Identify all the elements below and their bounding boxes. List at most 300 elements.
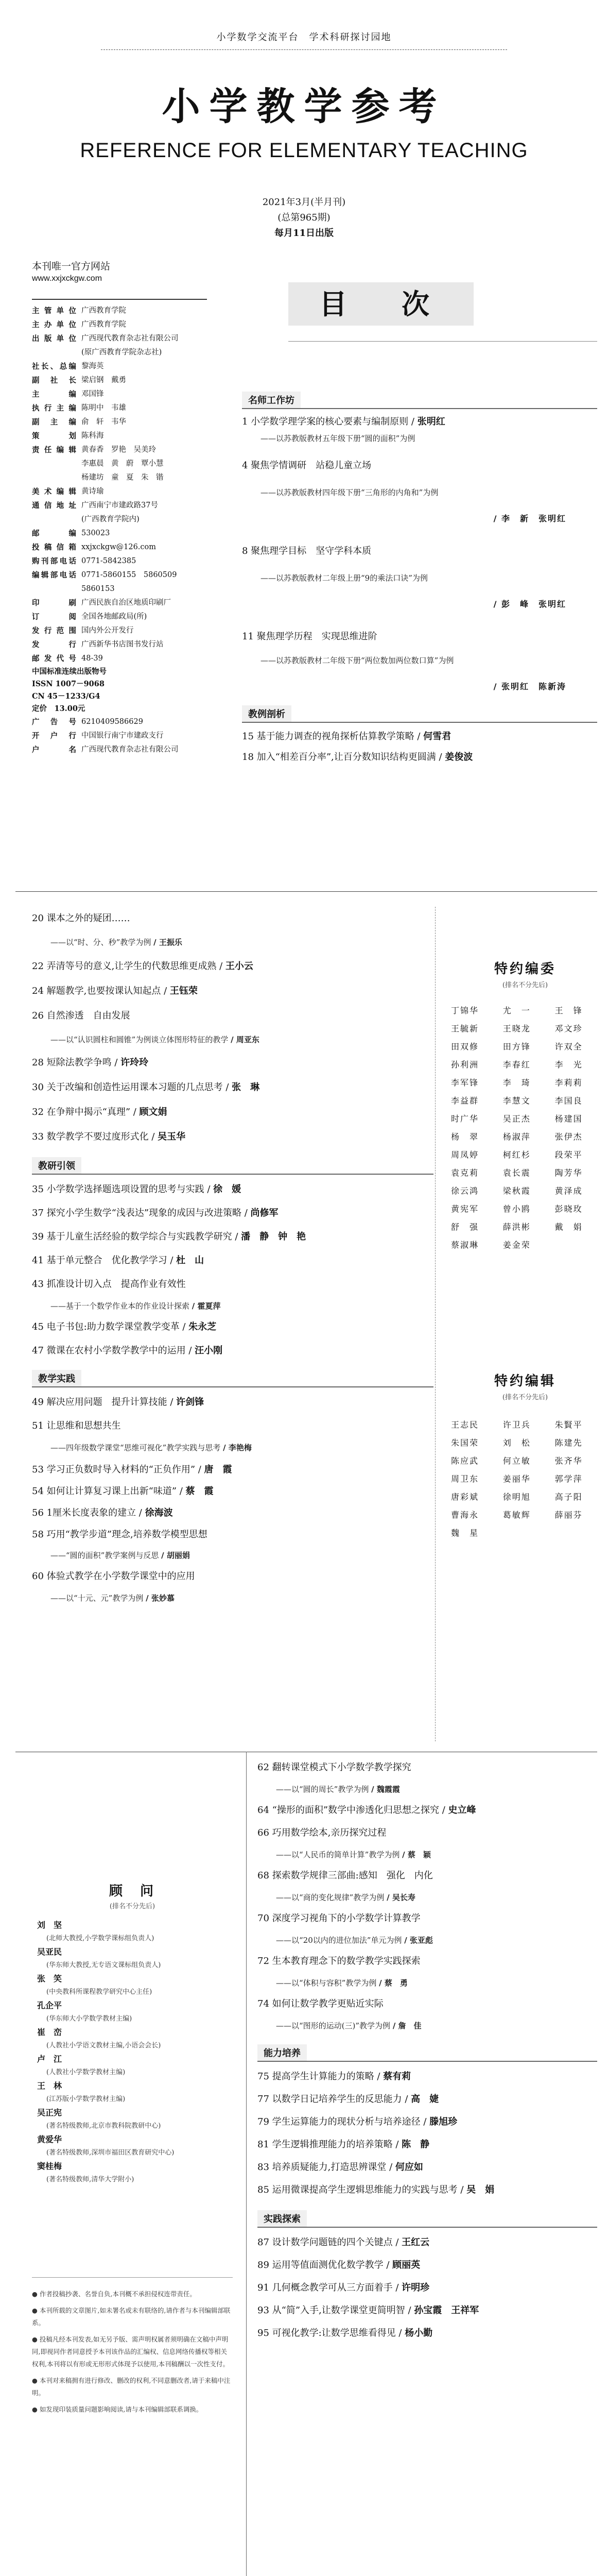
masthead-row — [32, 443, 207, 457]
member-name: 葛敏辉 — [502, 1510, 531, 1520]
advisor-desc: (著名特级教师,清华大学附小) — [46, 2176, 134, 2183]
masthead-row — [32, 638, 207, 652]
masthead-row — [32, 554, 207, 568]
toc-item[interactable]: 18 加入“相差百分率”,让百分数知识结构更圆满 / 姜俊波 — [242, 752, 473, 762]
masthead-row — [32, 415, 207, 429]
toc-item[interactable]: 77 以数学日记培养学生的反思能力 / 高 婕 — [257, 2094, 439, 2105]
masthead-value: 530023 — [81, 529, 110, 537]
member-name: 尤 一 — [502, 1006, 531, 1015]
name-row — [451, 1092, 599, 1110]
member-name: 朱賢平 — [554, 1420, 583, 1430]
masthead-key: 印刷 — [32, 599, 76, 607]
masthead-row — [32, 513, 207, 527]
section-nengli: 能力培养 — [257, 2044, 307, 2062]
masthead-plain-line: 定价 13.00元 — [32, 704, 85, 713]
toc-authors: / 彭 峰 张明红 — [493, 599, 566, 609]
name-row — [451, 1056, 599, 1074]
advisors-block — [32, 1880, 233, 2187]
member-name: 陈建先 — [554, 1438, 583, 1448]
advisor-name: 吴亚民 — [37, 1947, 62, 1957]
advisor-name: 崔 峦 — [37, 2027, 62, 2037]
section-shijian2: 实践探索 — [257, 2210, 307, 2228]
toc-item[interactable]: 33 数学教学不要过度形式化 / 吴玉华 — [32, 1131, 186, 1142]
member-name: 薛洪彬 — [502, 1222, 531, 1232]
masthead-key — [32, 471, 76, 485]
toc-item[interactable]: 75 提高学生计算能力的策略 / 蔡有莉 — [257, 2071, 411, 2082]
toc-item[interactable]: 54 如何让计算复习课上出新“味道” / 蔡 霞 — [32, 1486, 214, 1497]
masthead-value: 梁启钢 戴勇 — [81, 376, 126, 384]
board-note: (排名不分先后) — [502, 981, 548, 989]
masthead-value: 广西现代教育杂志社有限公司 — [81, 745, 179, 754]
masthead-row — [32, 304, 207, 318]
masthead-key: 主编 — [32, 390, 76, 399]
notes-block — [32, 2277, 233, 2420]
toc-subtitle: ——以“圆的周长”教学为例 / 魏霞霞 — [276, 1785, 400, 1794]
masthead-value: 0771-5842385 — [81, 557, 136, 565]
masthead-value: 48-39 — [81, 654, 103, 663]
member-name: 王志民 — [451, 1420, 479, 1430]
member-name: 陈应武 — [451, 1456, 479, 1466]
advisor-desc: (北师大教授,小学数学课标组负责人) — [46, 1935, 154, 1942]
name-row — [451, 1488, 599, 1506]
member-name: 吴正杰 — [502, 1114, 531, 1124]
member-name: 李莉莉 — [554, 1078, 583, 1088]
toc-subtitle: ——以“时、分、秒”教学为例 / 王振乐 — [50, 938, 182, 947]
masthead-value: 俞 轩 韦华 — [81, 418, 126, 426]
member-name: 陶芳华 — [554, 1168, 583, 1178]
toc-item[interactable]: 47 微课在农村小学数学教学中的运用 / 汪小刚 — [32, 1345, 223, 1356]
masthead-key: 出版单位 — [32, 334, 76, 343]
masthead-key: 广告号 — [32, 718, 76, 726]
toc-item[interactable]: 56 1厘米长度表象的建立 / 徐海波 — [32, 1507, 173, 1518]
name-row — [451, 1434, 599, 1452]
toc-item[interactable]: 60 体验式教学在小学数学课堂中的应用 — [32, 1571, 195, 1582]
toc-item[interactable]: 89 运用等值面测优化数学教学 / 顾丽英 — [257, 2260, 421, 2270]
board-members — [448, 1002, 602, 1254]
masthead-row — [32, 401, 207, 415]
masthead-key: 主办单位 — [32, 320, 76, 329]
member-name: 李春红 — [502, 1060, 531, 1070]
masthead-value: 广西教育学院 — [81, 320, 126, 329]
name-row — [451, 1506, 599, 1524]
member-name: 郭学萍 — [554, 1474, 583, 1484]
masthead-row — [32, 715, 207, 729]
name-row — [451, 1146, 599, 1164]
advisor-name: 吴正宪 — [37, 2108, 62, 2117]
masthead — [32, 299, 207, 757]
editors-note: (排名不分先后) — [502, 1394, 548, 1401]
advisor-name: 刘 坚 — [37, 1920, 62, 1930]
toc-item[interactable]: 37 探究小学生数学“浅表达”现象的成因与改进策略 / 尚修军 — [32, 1208, 279, 1218]
toc-subtitle: ——以“认识圆柱和圆锥”为例谈立体图形特征的教学 / 周亚东 — [50, 1035, 259, 1044]
masthead-row — [32, 729, 207, 743]
member-name: 戴 娟 — [554, 1222, 583, 1232]
toc-item[interactable]: 39 基于儿童生活经验的数学综合与实践教学研究 / 潘 静 钟 艳 — [32, 1231, 306, 1242]
advisor-name: 黄爱华 — [37, 2134, 62, 2144]
column-divider — [435, 907, 436, 1741]
masthead-value: 5860153 — [81, 585, 115, 593]
name-row — [451, 1038, 599, 1056]
masthead-key: 开户行 — [32, 732, 76, 740]
toc-item[interactable]: 8 聚焦理学目标 坚守学科本质 — [242, 546, 372, 556]
toc-item[interactable]: 81 学生逻辑推理能力的培养策略 / 陈 静 — [257, 2139, 430, 2150]
advisor-desc: (人教社小学语文教材主编,小语会会长) — [46, 2042, 161, 2049]
masthead-key — [32, 346, 76, 360]
member-name: 姜丽华 — [502, 1474, 531, 1484]
editors-title: 特约编辑 — [494, 1374, 556, 1389]
masthead-key: 邮编 — [32, 529, 76, 538]
toc-item[interactable]: 41 基于单元整合 优化教学学习 / 杜 山 — [32, 1255, 204, 1266]
masthead-row — [32, 610, 207, 624]
masthead-value: 广西现代教育杂志社有限公司 — [81, 334, 179, 343]
special-editors — [448, 1370, 602, 1542]
toc-subtitle: ——以“图形的运动(三)”教学为例 / 詹 佳 — [276, 2021, 422, 2030]
toc-subtitle: ——四年级数学课堂“思维可视化”教学实践与思考 / 李艳梅 — [50, 1443, 252, 1452]
toc-divider — [288, 341, 597, 342]
section-divider — [15, 891, 597, 892]
toc-item[interactable]: 85 运用微课提高学生逻辑思维能力的实践与思考 / 吴 娟 — [257, 2184, 495, 2195]
toc-item[interactable]: 4 聚焦学情调研 站稳儿童立场 — [242, 460, 372, 471]
toc-item[interactable]: 28 短除法教学争鸣 / 许玲玲 — [32, 1057, 149, 1068]
section-shijian: 教学实践 — [32, 1370, 81, 1387]
board-title: 特约编委 — [494, 961, 556, 977]
masthead-row — [32, 332, 207, 346]
masthead-value: 广西民族自治区地质印刷厂 — [81, 599, 171, 607]
advisor-desc: (江苏版小学数学教材主编) — [46, 2095, 126, 2103]
advisor-desc: (著名特级教师,深圳市福田区教育研究中心) — [46, 2149, 175, 2157]
toc-item[interactable]: 51 让思维和思想共生 — [32, 1420, 121, 1431]
name-row — [451, 1200, 599, 1218]
toc-item[interactable]: 35 小学数学选择题选项设置的思考与实践 / 徐 媛 — [32, 1184, 241, 1195]
member-name: 丁锦华 — [451, 1006, 479, 1015]
masthead-value: xxjxckgw@126.com — [81, 543, 157, 551]
member-name: 张伊杰 — [554, 1132, 583, 1142]
toc-item[interactable]: 43 抓准设计切入点 提高作业有效性 — [32, 1279, 186, 1290]
masthead-value: 6210409586629 — [81, 718, 143, 726]
notes-list — [32, 2288, 233, 2416]
masthead-key: 副主编 — [32, 418, 76, 427]
toc-subtitle: ——基于一个数学作业本的作业设计探索 / 霍夏萍 — [50, 1301, 221, 1311]
masthead-row — [32, 374, 207, 387]
member-name: 王 锋 — [554, 1006, 583, 1015]
toc-item[interactable]: 22 弄清等号的意义,让学生的代数思维更成熟 / 王小云 — [32, 961, 253, 972]
member-name: 魏 星 — [451, 1528, 479, 1538]
masthead-row — [32, 471, 207, 485]
masthead-value: 国内外公开发行 — [81, 626, 134, 635]
member-name: 许卫兵 — [502, 1420, 531, 1430]
advisor-name: 窦桂梅 — [37, 2161, 62, 2171]
name-row — [451, 1416, 599, 1434]
toc-item[interactable]: 15 基于能力调查的视角探析估算教学策略 / 何雪君 — [242, 731, 451, 742]
toc-item[interactable]: 87 设计数学问题链的四个关键点 / 王红云 — [257, 2237, 430, 2248]
website-label: 本刊唯一官方网站 — [32, 261, 111, 272]
name-row — [451, 1218, 599, 1236]
advisor-desc: (中央教科所课程教学研究中心主任) — [46, 1988, 152, 1996]
toc-item[interactable]: 32 在争辩中揭示“真理” / 顾文娟 — [32, 1107, 167, 1117]
member-name — [503, 1524, 547, 1542]
toc-item[interactable]: 24 解题教学,也要按课认知起点 / 王钰荣 — [32, 986, 198, 996]
member-name: 王毓新 — [451, 1024, 479, 1033]
masthead-plain-line: 中国标准连续出版物号 — [32, 667, 107, 676]
masthead-row — [32, 360, 207, 374]
masthead-value: 全国各地邮政局(所) — [81, 613, 147, 621]
toc-top-right — [242, 392, 597, 764]
masthead-key: 责任编辑 — [32, 446, 76, 454]
special-editorial-board — [448, 958, 602, 1254]
masthead-key: 编辑部电话 — [32, 571, 76, 580]
name-row — [451, 1236, 599, 1254]
member-name: 田双修 — [451, 1042, 479, 1052]
toc-item[interactable]: 58 巧用“教学步道”理念,培养数学模型思想 — [32, 1529, 207, 1540]
toc-item[interactable]: 45 电子书包:助力数学课堂教学变革 / 朱永芝 — [32, 1321, 217, 1332]
toc-item[interactable]: 70 深度学习视角下的小学数学计算教学 — [257, 1913, 421, 1924]
member-name: 李国良 — [554, 1096, 583, 1106]
section-jiaoan: 教例剖析 — [242, 705, 291, 723]
name-row — [451, 1182, 599, 1200]
advisor-desc: (华东师大教授,无专语文课标组负责人) — [46, 1961, 161, 1969]
toc-item[interactable]: 11 聚焦理学历程 实现思维进阶 — [242, 631, 377, 642]
toc-item[interactable]: 74 如何让数学教学更贴近实际 — [257, 1998, 384, 2009]
masthead-row — [32, 485, 207, 499]
member-name: 袁克莉 — [451, 1168, 479, 1178]
masthead-value: 0771-5860155 5860509 — [81, 571, 177, 579]
advisor-name: 王 林 — [37, 2081, 62, 2091]
member-name: 李慧文 — [502, 1096, 531, 1106]
masthead-key — [32, 582, 76, 596]
name-row — [451, 1524, 599, 1542]
toc-item[interactable]: 49 解决应用问题 提升计算技能 / 许剑锋 — [32, 1397, 204, 1408]
masthead-row — [32, 318, 207, 332]
member-name: 刘 松 — [502, 1438, 531, 1448]
masthead-key: 邮发代号 — [32, 654, 76, 663]
member-name: 孙利洲 — [451, 1060, 479, 1070]
toc-item[interactable]: 62 翻转课堂模式下小学数学教学探究 — [257, 1762, 411, 1773]
masthead-key: 购刊部电话 — [32, 557, 76, 566]
toc-authors: / 张明红 陈新涛 — [493, 682, 566, 691]
member-name: 曾小鸥 — [502, 1204, 531, 1214]
toc-subtitle: ——以苏教版教材五年级下册“圆的面积”为例 — [260, 434, 415, 443]
masthead-row — [32, 429, 207, 443]
member-name: 杨 翠 — [451, 1132, 479, 1142]
name-row — [451, 1020, 599, 1038]
toc-authors: / 李 新 张明红 — [493, 514, 566, 523]
masthead-row — [32, 624, 207, 638]
masthead-value: 黎海英 — [81, 362, 104, 370]
masthead-key: 投稿信箱 — [32, 543, 76, 552]
masthead-value: 广西教育学院 — [81, 307, 126, 315]
masthead-key — [32, 457, 76, 471]
member-name: 杨淑萍 — [502, 1132, 531, 1142]
masthead-value: 杨建坊 童 夏 朱 锴 — [81, 473, 164, 482]
member-name: 田方锋 — [502, 1042, 531, 1052]
toc-item[interactable]: 26 自然渗透 自由发展 — [32, 1010, 130, 1021]
masthead-value: (原广西教育学院杂志社) — [81, 348, 162, 357]
masthead-key: 发行范围 — [32, 626, 76, 635]
member-name: 彭晓玫 — [554, 1204, 583, 1214]
toc-subtitle: ——以苏教版教材二年级下册“两位数加两位数口算”为例 — [260, 656, 454, 665]
masthead-row — [32, 499, 207, 513]
name-row — [451, 1128, 599, 1146]
note-paragraph: ● 本刊对来稿拥有进行修改、删改的权利,不同意删改者,请于来稿中注明。 — [32, 2377, 231, 2397]
member-name: 李 光 — [554, 1060, 583, 1070]
member-name: 黄泽成 — [554, 1186, 583, 1196]
name-row — [451, 1110, 599, 1128]
advisors-title: 顾 问 — [109, 1884, 155, 1899]
issue-number: (总第965期) — [277, 212, 331, 223]
masthead-row — [32, 743, 207, 757]
toc-item[interactable]: 72 生本教育理念下的数学教学实践探索 — [257, 1956, 421, 1967]
name-row — [451, 1470, 599, 1488]
advisor-desc: (华东师大小学数学教材主编) — [46, 2015, 132, 2023]
member-name: 徐云鸿 — [451, 1186, 479, 1196]
note-paragraph: ● 作者投稿抄袭、名誉自负,本刊概不承担侵权连带责任。 — [32, 2290, 196, 2298]
website-url[interactable]: www.xxjxckgw.com — [32, 274, 102, 283]
masthead-key: 社长、总编 — [32, 362, 76, 371]
member-name: 黄宪军 — [451, 1204, 479, 1214]
toc-subtitle: ——“圆的面积”教学案例与反思 / 胡丽娟 — [50, 1551, 190, 1560]
member-name: 朱国荣 — [451, 1438, 479, 1448]
toc-subtitle: ——以苏教版教材二年级上册“9的乘法口诀”为例 — [260, 573, 428, 583]
publication-schedule: 每月11日出版 — [274, 228, 334, 239]
member-name: 李益群 — [451, 1096, 479, 1106]
note-paragraph: ● 本刊所载的文章图片,如未署名或未有联络的,请作者与本刊编辑部联系。 — [32, 2307, 231, 2327]
member-name: 唐彩斌 — [451, 1492, 479, 1502]
member-name: 高子阳 — [554, 1492, 583, 1502]
toc-subtitle: ——以“人民币的简单计算”教学为例 / 蔡 颖 — [276, 1850, 431, 1859]
masthead-key: 策划 — [32, 432, 76, 440]
member-name: 曹海永 — [451, 1510, 479, 1520]
masthead-key: 美术编辑 — [32, 487, 76, 496]
masthead-row — [32, 568, 207, 582]
advisor-name: 卢 江 — [37, 2054, 62, 2064]
note-paragraph: ● 投稿凡经本刊发表,如无另予版、需声明权属者须明确在文稿中声明同,即视同作者同意授予本刊该作品的汇编权、信息网络传播权等相关权利,本刊将以有形或无形形式体现予以使用,本刊稿酬以一次性支付。 — [32, 2335, 229, 2368]
toc-item[interactable]: 53 学习正负数时导入材料的“正负作用” / 唐 霞 — [32, 1464, 232, 1475]
note-paragraph: ● 如发现印装质量问题影响阅读,请与本刊编辑部联系调换。 — [32, 2405, 203, 2413]
member-name: 许双全 — [554, 1042, 583, 1052]
member-name: 梁秋霞 — [502, 1186, 531, 1196]
toc-subtitle: ——以苏教版教材四年级下册“三角形的内角和”为例 — [260, 488, 439, 497]
masthead-row — [32, 596, 207, 610]
toc-item[interactable]: 95 可视化教学:让数学思维看得见 / 杨小勤 — [257, 2328, 433, 2338]
journal-title: 小学教学参考 — [162, 84, 446, 129]
masthead-key: 订阅 — [32, 613, 76, 621]
member-name: 张齐华 — [554, 1456, 583, 1466]
toc-item[interactable]: 68 探索数学规律三部曲:感知 强化 内化 — [257, 1870, 433, 1881]
masthead-row — [32, 652, 207, 666]
masthead-row — [32, 540, 207, 554]
masthead-value: 黄春香 罗艳 吴美玲 — [81, 446, 156, 454]
header-divider — [101, 49, 507, 50]
advisor-desc: (著名特级教师,北京市教科院教研中心) — [46, 2122, 161, 2130]
toc-subtitle: ——以“体积与容积”教学为例 / 蔡 勇 — [276, 1978, 408, 1988]
member-name: 徐明旭 — [502, 1492, 531, 1502]
member-name: 杨建国 — [554, 1114, 583, 1124]
masthead-row — [32, 457, 207, 471]
toc-item[interactable]: 64 “操形的面积”数学中渗透化归思想之探究 / 史立峰 — [257, 1805, 476, 1816]
toc-item[interactable]: 79 学生运算能力的现状分析与培养途径 / 滕旭珍 — [257, 2116, 458, 2127]
toc-title: 目 次 — [288, 282, 474, 326]
masthead-key: 主管单位 — [32, 307, 76, 315]
masthead-key — [32, 513, 76, 527]
masthead-key: 发行 — [32, 640, 76, 649]
member-name: 袁长震 — [502, 1168, 531, 1178]
toc-subtitle: ——以“商的变化规律”教学为例 / 吴长寿 — [276, 1893, 415, 1902]
toc-item[interactable]: 30 关于改编和创造性运用课本习题的几点思考 / 张 琳 — [32, 1082, 260, 1093]
masthead-value: 广西南宁市建政路37号 — [81, 501, 158, 510]
masthead-row — [32, 346, 207, 360]
header-tagline: 小学数学交流平台 学术科研探讨园地 — [216, 32, 392, 43]
journal-subtitle: REFERENCE FOR ELEMENTARY TEACHING — [80, 139, 528, 162]
name-row — [451, 1452, 599, 1470]
member-name: 邓文珍 — [554, 1024, 583, 1033]
masthead-value: (广西教育学院内) — [81, 515, 140, 523]
advisor-name: 孔企平 — [37, 2001, 62, 2010]
column-divider — [246, 1752, 247, 2576]
toc-bottom-right — [257, 1761, 597, 2340]
masthead-value: 邓国锋 — [81, 390, 104, 398]
masthead-row — [32, 582, 207, 596]
member-name: 舒 强 — [451, 1222, 479, 1232]
member-name — [555, 1236, 599, 1254]
member-name: 蔡淑琳 — [451, 1240, 479, 1250]
toc-subtitle: ——以“十元、元”教学为例 / 张妙慕 — [50, 1594, 175, 1603]
member-name: 柯红杉 — [502, 1150, 531, 1160]
toc-item[interactable]: 1 小学数学理学案的核心要素与编制原则 / 张明红 — [242, 416, 445, 427]
toc-subtitle: ——以“20以内的进位加法”单元为例 / 张亚彪 — [276, 1936, 433, 1945]
section-mingshi: 名师工作坊 — [242, 392, 301, 409]
member-name: 何立敏 — [502, 1456, 531, 1466]
masthead-plain-line: ISSN 1007－9068 — [32, 680, 105, 688]
advisor-desc: (人教社小学数学教材主编) — [46, 2069, 126, 2076]
name-row — [451, 1002, 599, 1020]
member-name: 段荣平 — [554, 1150, 583, 1160]
toc-item[interactable]: 20 课本之外的疑团…… — [32, 913, 130, 924]
masthead-key: 副社长 — [32, 376, 76, 385]
member-name: 李 琦 — [502, 1078, 531, 1088]
masthead-key: 户名 — [32, 745, 76, 754]
advisors-note: (排名不分先后) — [109, 1903, 155, 1910]
member-name: 王晓龙 — [502, 1024, 531, 1033]
masthead-value: 陈科海 — [81, 432, 104, 440]
toc-item[interactable]: 83 培养质疑能力,打造思辨课堂 / 何应如 — [257, 2162, 423, 2173]
masthead-value: 陈明中 韦雄 — [81, 404, 126, 412]
masthead-row — [32, 387, 207, 401]
masthead-value: 黄诗瑜 — [81, 487, 104, 496]
masthead-row — [32, 527, 207, 540]
member-name: 周凤婷 — [451, 1150, 479, 1160]
toc-middle-left — [32, 912, 433, 1603]
masthead-key: 执行主编 — [32, 404, 76, 413]
masthead-value: 中国银行南宁市建政支行 — [81, 732, 164, 740]
member-name: 周卫东 — [451, 1474, 479, 1484]
name-row — [451, 1074, 599, 1092]
masthead-plain-line: CN 45－1233/G4 — [32, 692, 100, 701]
member-name: 姜金荣 — [502, 1240, 531, 1250]
masthead-value: 广西新华书店图书发行站 — [81, 640, 164, 649]
toc-item[interactable]: 93 从“简”入手,让数学课堂更简明智 / 孙宝霞 王祥军 — [257, 2305, 479, 2316]
editor-members — [448, 1416, 602, 1542]
toc-item[interactable]: 66 巧用数学绘本,亲历探究过程 — [257, 1827, 387, 1838]
member-name — [555, 1524, 599, 1542]
member-name: 薛丽芬 — [554, 1510, 583, 1520]
masthead-key: 通信地址 — [32, 501, 76, 510]
section-jiaoyan: 教研引领 — [32, 1157, 81, 1175]
member-name: 时广华 — [451, 1114, 479, 1124]
masthead-value: 李惠晨 黄 蔚 覃小慧 — [81, 460, 164, 468]
advisor-list — [32, 1919, 233, 2187]
toc-item[interactable]: 91 几何概念教学可从三方面着手 / 许明珍 — [257, 2282, 430, 2293]
issue-date: 2021年3月(半月刊) — [262, 197, 346, 208]
